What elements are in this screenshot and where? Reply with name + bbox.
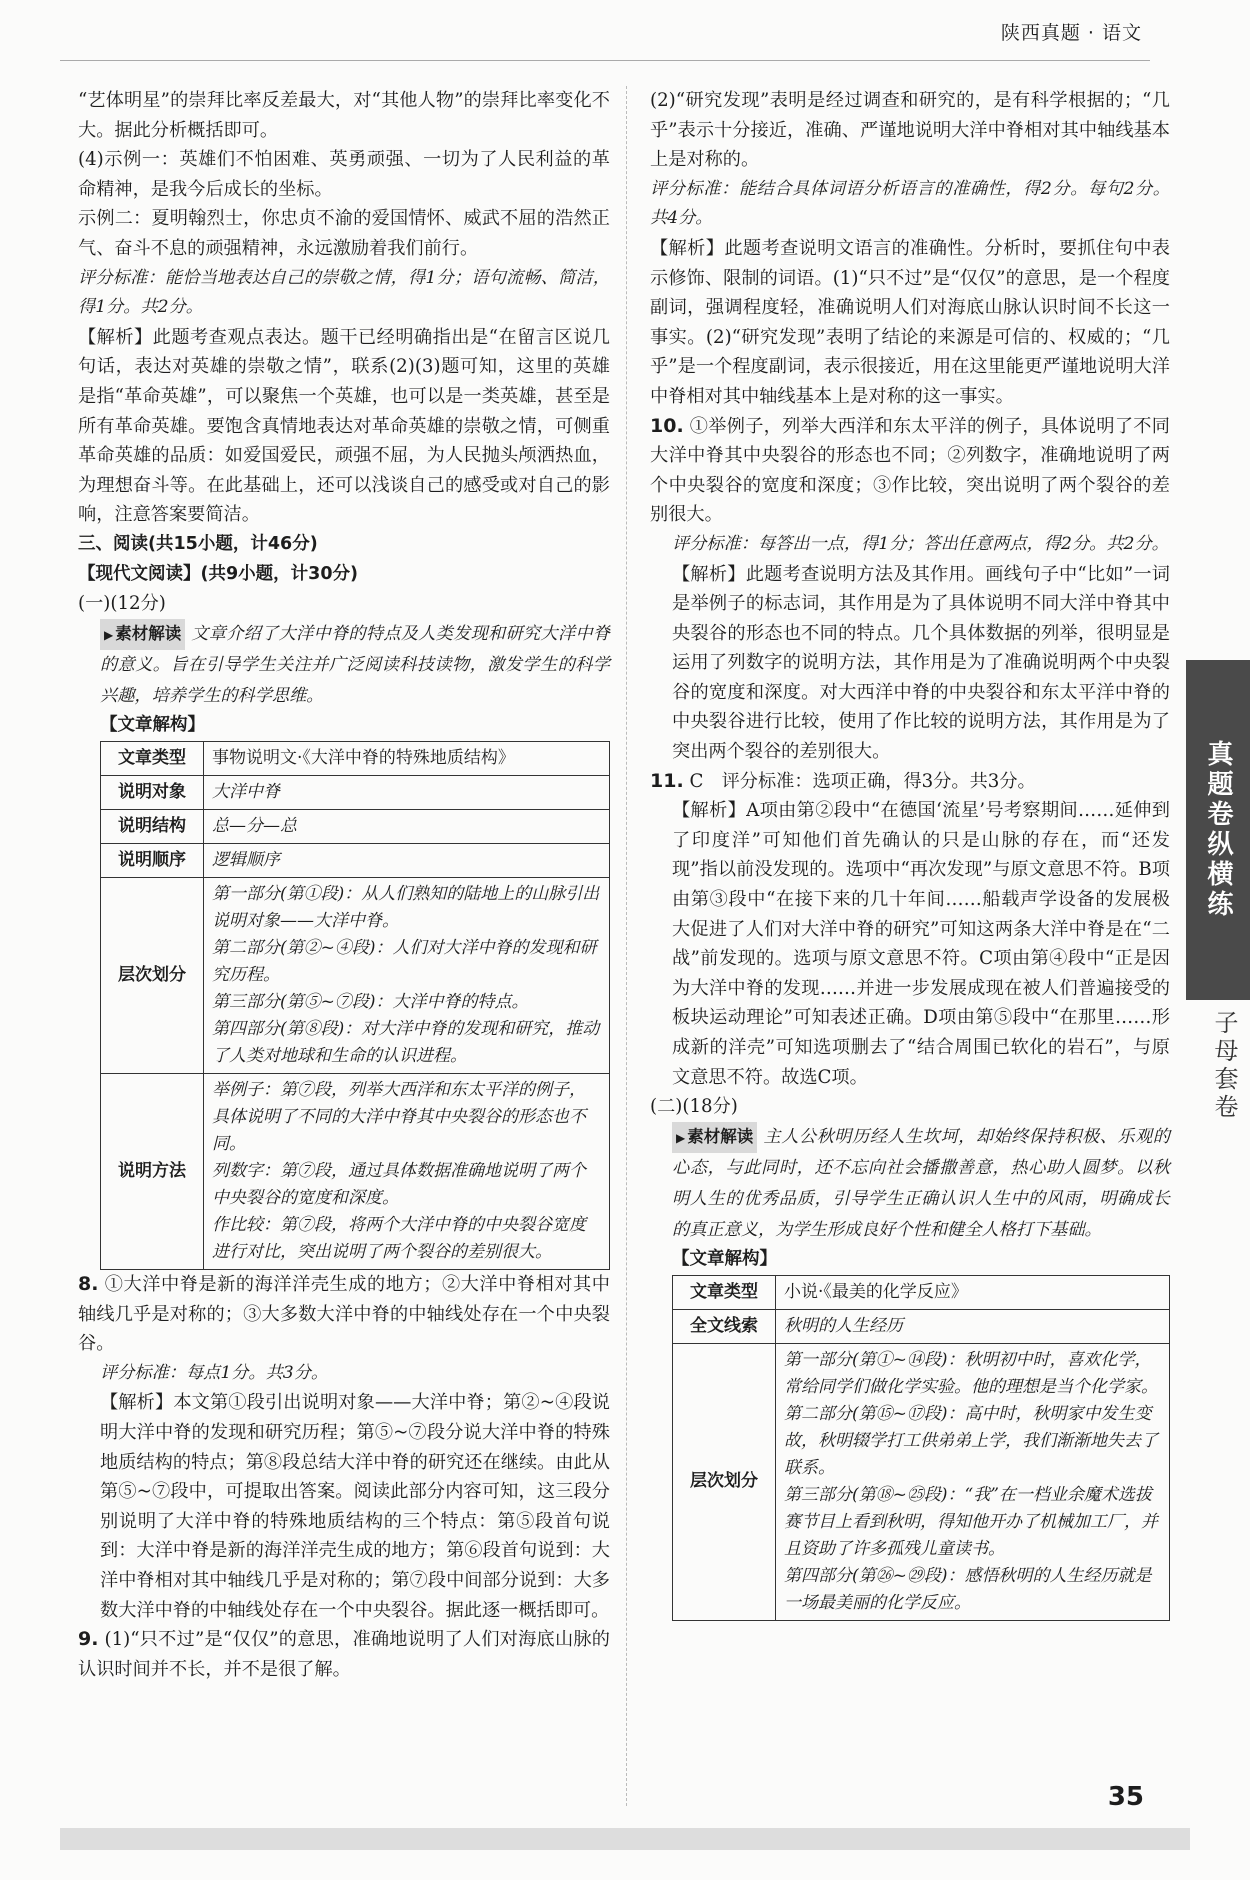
table-key: 全文线索	[673, 1309, 776, 1343]
table-row	[101, 878, 610, 1074]
method-2: 列数字：第⑦段，通过具体数据准确地说明了两个中央裂谷的宽度和深度。	[212, 1161, 586, 1209]
page-header: 陕西真题 · 语文	[1000, 22, 1142, 44]
table-key: 层次划分	[101, 878, 204, 1074]
table-key: 文章类型	[101, 742, 204, 776]
table-value: 逻辑顺序	[204, 844, 610, 878]
material-tag-2: ▶ 素材解读	[672, 1122, 757, 1154]
section-3-title: 三、阅读(共15小题，计46分)	[78, 533, 318, 554]
header-rule	[60, 60, 1150, 61]
answer-10: ①举例子，列举大西洋和东太平洋的例子，具体说明了不同大洋中脊其中央裂谷的形态也不同；②列数字，准确地说明了两个中央裂谷的宽度和深度；③作比较，突出说明了两个裂谷的差别很大。	[650, 415, 1170, 526]
table-row	[673, 1275, 1170, 1309]
table-wrap-1	[78, 741, 610, 1270]
table-value: 秋明的人生经历	[776, 1309, 1170, 1343]
table-value: 总—分—总	[204, 810, 610, 844]
question-number: 11.	[650, 769, 684, 792]
question-10	[650, 412, 1170, 530]
part-2-title: (二)(18分)	[650, 1096, 738, 1118]
score-criteria: 评分标准：能恰当地表达自己的崇敬之情，得1分；语句流畅、简洁，得1分。共2分。	[78, 267, 610, 318]
method-1: 举例子：第⑦段，列举大西洋和东太平洋的例子，具体说明了不同的大洋中脊其中央裂谷的形态也不同。	[212, 1080, 586, 1155]
structure-table-2	[672, 1275, 1170, 1621]
structure-title-1: 【文章解构】	[100, 715, 205, 736]
text-l1: “艺体明星”的崇拜比率反差最大，对“其他人物”的崇拜比率变化不大。据此分析概括即可。	[78, 90, 610, 141]
layer-part-2: 第二部分(第②~④段)：人们对大洋中脊的发现和研究历程。	[212, 938, 597, 986]
layer-part-1: 第一部分(第①段)：从人们熟知的陆地上的山脉引出说明对象——大洋中脊。	[212, 884, 600, 932]
table-row	[673, 1309, 1170, 1343]
table-value	[204, 878, 610, 1074]
table-row	[101, 844, 610, 878]
table-value: 事物说明文·《大洋中脊的特殊地质结构》	[204, 742, 610, 776]
layer-part-4: 第四部分(第㉖~㉙段)：感悟秋明的人生经历就是一场最美丽的化学反应。	[784, 1565, 1152, 1613]
answer-11: C 评分标准：选项正确，得3分。共3分。	[689, 770, 1036, 792]
material-tag-1: ▶ 素材解读	[100, 619, 185, 651]
part-1-title: (一)(12分)	[78, 593, 166, 615]
score-criteria: 评分标准：能结合具体词语分析语言的准确性，得2分。每句2分。共4分。	[650, 178, 1170, 229]
table-wrap-2	[650, 1275, 1170, 1621]
analysis-9: 【解析】此题考查说明文语言的准确性。分析时，要抓住句中表示修饰、限制的词语。(1)“只不过”是“仅仅”的意思，是一个程度副词，强调程度轻，准确说明人们对海底山脉认识时间不长这一事实。(2)“研究发现”表明了结论的来源是可信的、权威的；“几乎”是一个程度副词，表示很接近，用在这里能更严谨地说明大洋中脊相对其中轴线基本上是对称的这一事实。	[650, 237, 1170, 407]
table-row	[101, 1074, 610, 1270]
answer-9: (1)“只不过”是“仅仅”的意思，准确地说明了人们对海底山脉的认识时间并不长，并不是很了解。	[78, 1629, 610, 1680]
table-key: 说明对象	[101, 776, 204, 810]
layer-part-3: 第三部分(第⑤~⑦段)：大洋中脊的特点。	[212, 992, 529, 1013]
table-key: 说明顺序	[101, 844, 204, 878]
table-key: 层次划分	[673, 1343, 776, 1620]
table-value	[776, 1343, 1170, 1620]
table-row	[101, 810, 610, 844]
text-l3: 示例二：夏明翰烈士，你忠贞不渝的爱国情怀、威武不屈的浩然正气、奋斗不息的顽强精神，永远激励着我们前行。	[78, 208, 610, 259]
layer-part-2: 第二部分(第⑮~⑰段)：高中时，秋明家中发生变故，秋明辍学打工供弟弟上学，我们渐渐地失去了联系。	[784, 1403, 1158, 1478]
side-tab-sub: 子母套卷	[1210, 1010, 1238, 1122]
table-value: 小说·《最美的化学反应》	[776, 1275, 1170, 1309]
analysis-11: 【解析】A项由第②段中“在德国‘流星’号考察期间……延伸到了印度洋”可知他们首先确认的只是山脉的存在，而“还发现”指以前没发现的。选项中“再次发现”与原文意思不符。B项由第③段中“在接下来的几十年间……船载声学设备的发展极大促进了人们对大洋中脊的研究”可知这两条大洋中脊是在“二战”前发现的。选项与原文意思不符。C项由第④段中“正是因为大洋中脊的发现……并进一步发展成现在被人们普遍接受的板块运动理论”可知表述正确。D项由第⑤段中“在那里……形成新的洋壳”可知选项删去了“结合周围已软化的岩石”，与原文意思不符。故选C项。	[672, 800, 1170, 1088]
material-intro-2	[650, 1122, 1170, 1245]
table-row	[101, 742, 610, 776]
score-criteria: 评分标准：每答出一点，得1分；答出任意两点，得2分。共2分。	[672, 533, 1169, 554]
page-number: 35	[1107, 1782, 1144, 1812]
table-key: 说明方法	[101, 1074, 204, 1270]
bottom-bar	[60, 1828, 1190, 1850]
analysis-10: 【解析】此题考查说明方法及其作用。画线句子中“比如”一词是举例子的标志词，其作用是为了具体说明不同大洋中脊其中央裂谷的形态也不同的特点。几个具体数据的列举，很明显是运用了列数字的说明方法，其作用是为了准确说明两个中央裂谷的宽度和深度。对大西洋中脊的中央裂谷和东太平洋中脊的中央裂谷进行比较，使用了作比较的说明方法，其作用是为了突出两个裂谷的差别很大。	[672, 563, 1170, 763]
table-row	[101, 776, 610, 810]
question-number: 10.	[650, 414, 684, 437]
method-3: 作比较：第⑦段，将两个大洋中脊的中央裂谷宽度进行对比，突出说明了两个裂谷的差别很大。	[212, 1215, 586, 1263]
table-value	[204, 1074, 610, 1270]
material-text-2: 主人公秋明历经人生坎坷，却始终保持积极、乐观的心态，与此同时，还不忘向社会播撒善意，热心助人圆梦。以秋明人生的优秀品质，引导学生正确认识人生中的风雨，明确成长的真正意义，为学生形成良好个性和健全人格打下基础。	[672, 1126, 1170, 1240]
table-value: 大洋中脊	[204, 776, 610, 810]
material-text-1: 文章介绍了大洋中脊的特点及人类发现和研究大洋中脊的意义。旨在引导学生关注并广泛阅读科技读物，激发学生的科学兴趣，培养学生的科学思维。	[100, 623, 610, 706]
table-key: 文章类型	[673, 1275, 776, 1309]
analysis-l5: 【解析】此题考查观点表达。题干已经明确指出是“在留言区说几句话，表达对英雄的崇敬之情”，联系(2)(3)题可知，这里的英雄是指“革命英雄”，可以聚焦一个英雄，也可以是一类英雄，甚至是所有革命英雄。要饱含真情地表达对革命英雄的崇敬之情，可侧重革命英雄的品质：如爱国爱民，顽强不屈，为人民抛头颅洒热血，为理想奋斗等。在此基础上，还可以浅谈自己的感受或对自己的影响，注意答案要简洁。	[78, 326, 610, 526]
text-l2: (4)示例一：英雄们不怕困难、英勇顽强、一切为了人民利益的革命精神，是我今后成长的坐标。	[78, 149, 610, 200]
side-tab: 真题卷纵横练	[1186, 660, 1250, 1000]
answer-8: ①大洋中脊是新的海洋洋壳生成的地方；②大洋中脊相对其中轴线几乎是对称的；③大多数大洋中脊的中轴线处存在一个中央裂谷。	[78, 1274, 610, 1355]
column-divider	[626, 86, 627, 1806]
analysis-8: 【解析】本文第①段引出说明对象——大洋中脊；第②~④段说明大洋中脊的发现和研究历程；第⑤~⑦段分说大洋中脊的特殊地质结构的特点；第⑧段总结大洋中脊的研究还在继续。由此从第⑤~⑦段中，可提取出答案。阅读此部分内容可知，这三段分别说明了大洋中脊的特殊地质结构的三个特点：第⑤段首句说到：大洋中脊是新的海洋洋壳生成的地方；第⑥段首句说到：大洋中脊相对其中轴线几乎是对称的；第⑦段中间部分说到：大多数大洋中脊的中轴线处存在一个中央裂谷。据此逐一概括即可。	[100, 1392, 610, 1621]
question-number: 8.	[78, 1273, 99, 1296]
left-column	[78, 86, 610, 1684]
structure-table-1	[100, 741, 610, 1270]
table-row	[673, 1343, 1170, 1620]
text-r1: (2)“研究发现”表明是经过调查和研究的，是有科学根据的；“几乎”表示十分接近，准确、严谨地说明大洋中脊相对其中轴线基本上是对称的。	[650, 90, 1170, 171]
question-8	[78, 1270, 610, 1359]
layer-part-4: 第四部分(第⑧段)：对大洋中脊的发现和研究，推动了人类对地球和生命的认识进程。	[212, 1019, 600, 1067]
section-3a-title: 【现代文阅读】(共9小题，计30分)	[78, 563, 359, 584]
table-key: 说明结构	[101, 810, 204, 844]
material-intro-1	[78, 619, 610, 712]
question-number: 9.	[78, 1628, 99, 1651]
layer-part-3: 第三部分(第⑱~㉕段)：“我”在一档业余魔术选拔赛节目上看到秋明，得知他开办了机械加工厂，并且资助了许多孤残儿童读书。	[784, 1484, 1158, 1559]
structure-title-2: 【文章解构】	[672, 1249, 777, 1270]
question-9	[78, 1625, 610, 1684]
score-criteria: 评分标准：每点1分。共3分。	[100, 1362, 329, 1383]
right-column	[650, 86, 1170, 1621]
layer-part-1: 第一部分(第①~⑭段)：秋明初中时，喜欢化学，常给同学们做化学实验。他的理想是当个化学家。	[784, 1349, 1158, 1397]
question-11	[650, 767, 1170, 797]
